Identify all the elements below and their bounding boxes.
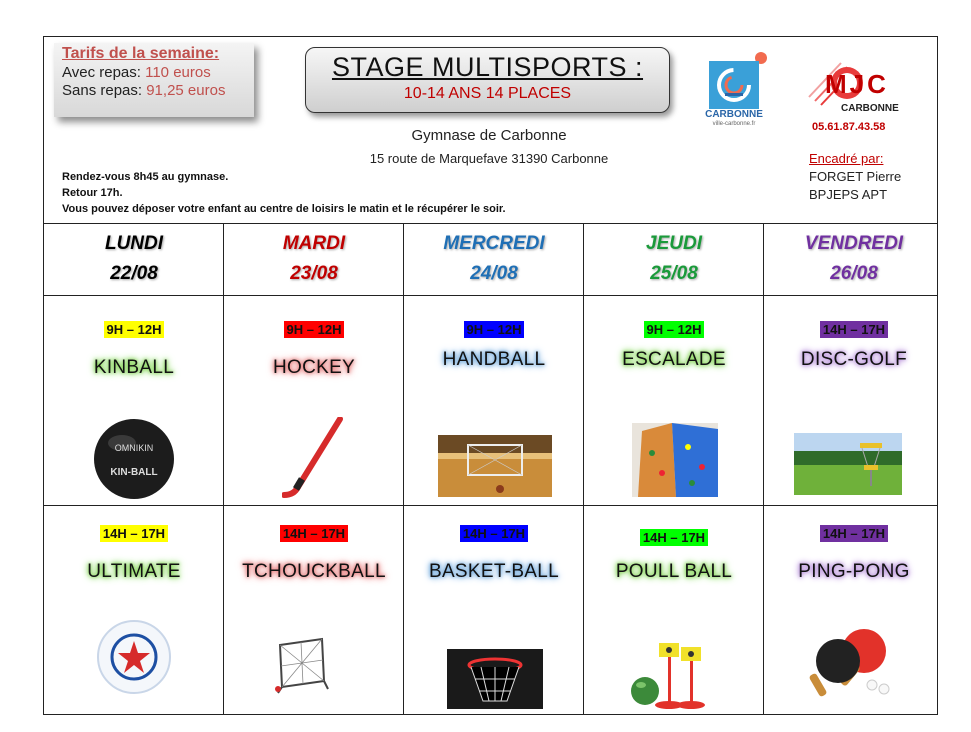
venue-address: 15 route de Marquefave 31390 Carbonne bbox=[369, 151, 609, 166]
slot-morning-mercredi bbox=[404, 321, 584, 371]
day-header-jeudi bbox=[584, 229, 764, 289]
sport-name: TCHOUCKBALL bbox=[242, 561, 386, 582]
slot-afternoon-lundi bbox=[44, 525, 224, 583]
day-header-mardi bbox=[224, 229, 404, 289]
time-badge: 9H – 12H bbox=[644, 321, 705, 338]
column-divider bbox=[763, 223, 764, 715]
time-badge: 14H – 17H bbox=[460, 525, 528, 542]
encadre-role: BPJEPS APT bbox=[809, 187, 888, 202]
carbonne-logo bbox=[703, 51, 773, 135]
tarif-sans-repas bbox=[62, 82, 246, 99]
day-header-vendredi bbox=[764, 229, 944, 289]
slots-divider bbox=[44, 505, 937, 506]
slot-afternoon-mardi bbox=[224, 525, 404, 583]
slot-afternoon-vendredi bbox=[764, 525, 944, 583]
venue-name: Gymnase de Carbonne bbox=[411, 127, 567, 144]
carbonne-logo-url: ville-carbonne.fr bbox=[712, 121, 756, 127]
time-badge: 9H – 12H bbox=[284, 321, 345, 338]
day-date: 23/08 bbox=[290, 263, 338, 284]
slot-afternoon-mercredi bbox=[404, 525, 584, 583]
day-name: VENDREDI bbox=[804, 233, 904, 254]
info-line: Rendez-vous 8h45 au gymnase. bbox=[62, 171, 229, 183]
mjc-logo-sub: CARBONNE bbox=[841, 103, 899, 114]
tarif-sans-label: Sans repas: bbox=[62, 82, 147, 99]
sport-name: DISC-GOLF bbox=[800, 349, 908, 370]
info-block bbox=[62, 169, 506, 217]
day-date: 26/08 bbox=[830, 263, 878, 284]
svg-text:KIN-BALL: KIN-BALL bbox=[110, 467, 158, 478]
time-badge: 14H – 17H bbox=[280, 525, 348, 542]
time-badge: 14H – 17H bbox=[820, 321, 888, 338]
sport-name: ULTIMATE bbox=[87, 561, 181, 582]
sport-name: HANDBALL bbox=[442, 349, 546, 370]
encadre-title: Encadré par: bbox=[809, 151, 884, 166]
day-header-lundi bbox=[44, 229, 224, 289]
day-date: 24/08 bbox=[470, 263, 518, 284]
column-divider bbox=[223, 223, 224, 715]
column-divider bbox=[583, 223, 584, 715]
tarifs-title: Tarifs de la semaine: bbox=[62, 45, 220, 62]
days-divider bbox=[44, 295, 937, 296]
tarif-sans-value: 91,25 euros bbox=[146, 82, 226, 99]
slot-morning-lundi bbox=[44, 321, 224, 379]
kinball-icon bbox=[92, 417, 176, 506]
mjc-logo-name: MJC bbox=[825, 69, 889, 99]
sport-name: POULL BALL bbox=[615, 561, 733, 582]
slot-morning-jeudi bbox=[584, 321, 764, 371]
day-date: 25/08 bbox=[650, 263, 698, 284]
page-title: STAGE MULTISPORTS : bbox=[331, 52, 644, 82]
mjc-phone: 05.61.87.43.58 bbox=[812, 121, 886, 133]
schedule-frame bbox=[43, 36, 938, 715]
info-line: Retour 17h. bbox=[62, 187, 123, 199]
header-divider bbox=[44, 223, 937, 224]
sport-name: KINBALL bbox=[93, 357, 175, 378]
handball-court-icon bbox=[438, 435, 552, 502]
sport-name: BASKET-BALL bbox=[428, 561, 560, 582]
tarif-avec-value: 110 euros bbox=[145, 64, 211, 81]
day-date: 22/08 bbox=[110, 263, 158, 284]
tarifs-box bbox=[54, 43, 254, 117]
slot-morning-vendredi bbox=[764, 321, 944, 371]
sport-name: HOCKEY bbox=[272, 357, 356, 378]
sport-name: PING-PONG bbox=[798, 561, 910, 582]
sport-name: ESCALADE bbox=[622, 349, 726, 370]
encadre-block bbox=[809, 150, 901, 204]
frisbee-icon bbox=[96, 619, 172, 700]
title-box bbox=[305, 47, 670, 113]
slot-afternoon-jeudi bbox=[584, 529, 764, 583]
day-header-mercredi bbox=[404, 229, 584, 289]
time-badge: 14H – 17H bbox=[640, 529, 708, 546]
hockey-stick-icon bbox=[282, 417, 346, 504]
column-divider bbox=[403, 223, 404, 715]
venue bbox=[304, 127, 674, 166]
time-badge: 9H – 12H bbox=[104, 321, 165, 338]
day-name: MERCREDI bbox=[443, 233, 545, 254]
info-line: Vous pouvez déposer votre enfant au centre de loisirs le matin et le récupérer le soir. bbox=[62, 203, 506, 215]
page-subtitle: 10-14 ANS 14 PLACES bbox=[403, 85, 572, 102]
disc-golf-basket-icon bbox=[794, 433, 902, 500]
svg-text:OMNIKIN: OMNIKIN bbox=[114, 443, 154, 453]
tarif-avec-repas bbox=[62, 64, 246, 81]
time-badge: 14H – 17H bbox=[820, 525, 888, 542]
time-badge: 14H – 17H bbox=[100, 525, 168, 542]
tarif-avec-label: Avec repas: bbox=[62, 64, 146, 81]
climbing-wall-icon bbox=[632, 423, 718, 502]
time-badge: 9H – 12H bbox=[464, 321, 525, 338]
carbonne-logo-name: CARBONNE bbox=[705, 109, 763, 120]
basketball-hoop-icon bbox=[447, 649, 543, 714]
encadre-name: FORGET Pierre bbox=[809, 169, 902, 184]
tchoukball-frame-icon bbox=[274, 637, 330, 700]
poull-ball-icon bbox=[629, 637, 715, 718]
ping-pong-paddles-icon bbox=[802, 625, 902, 704]
day-name: JEUDI bbox=[646, 233, 702, 254]
slot-morning-mardi bbox=[224, 321, 404, 379]
day-name: LUNDI bbox=[104, 233, 164, 254]
day-name: MARDI bbox=[282, 233, 346, 254]
